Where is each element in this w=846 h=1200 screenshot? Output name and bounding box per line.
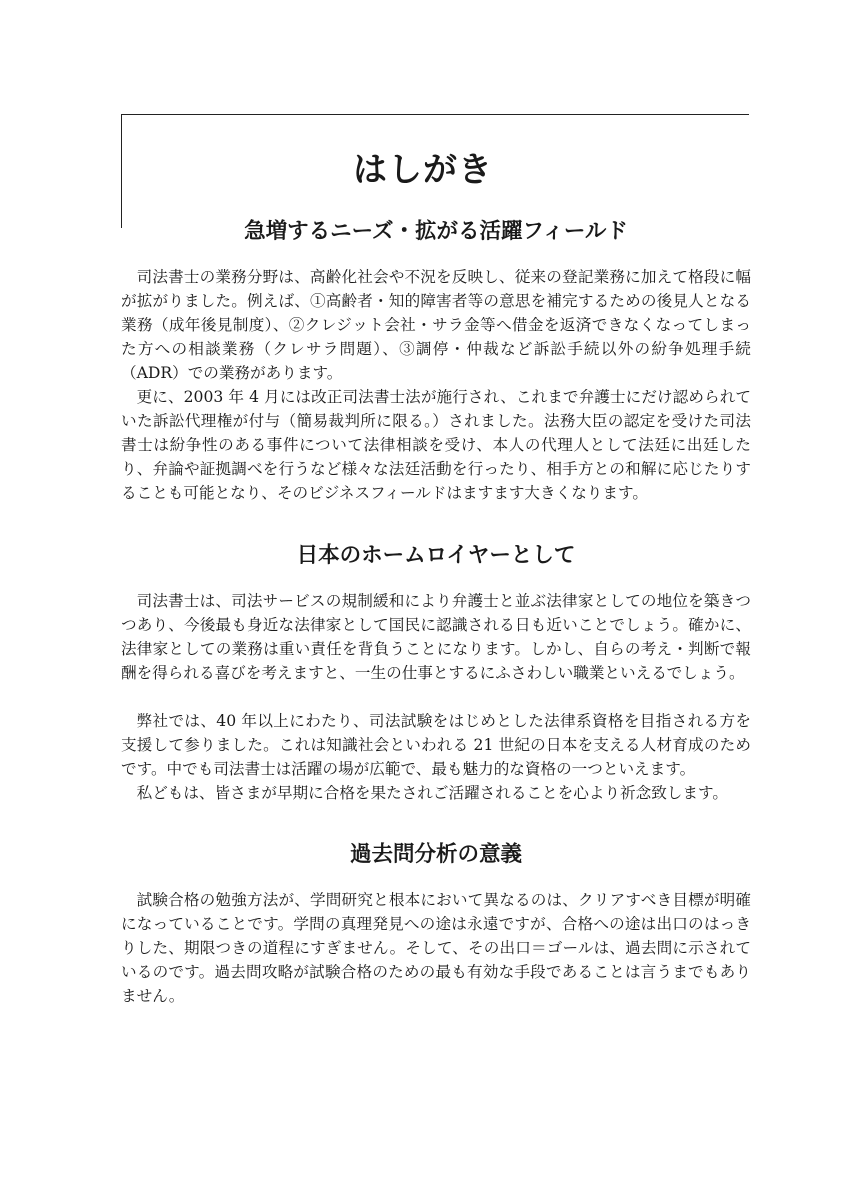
paragraph: 試験合格の勉強方法が、学問研究と根本において異なるのは、クリアすべき目標が明確になっていることです。学問の真理発見への途は永遠ですが、合格への途は出口のはっきりした、期限つきの道程にすぎません。そして、その出口＝ゴールは、過去問に示されているのです。過去問攻略が試験合格のための最も有効な手段であることは言うまでもありません。 xyxy=(121,891,751,1005)
section-home-lawyer xyxy=(121,541,751,805)
main-content xyxy=(121,212,751,1008)
page-title: はしがき xyxy=(353,150,493,190)
paragraph: 私どもは、皆さまが早期に合格を果たされご活躍されることを心より祈念致します。 xyxy=(136,784,728,802)
section-heading: 日本のホームロイヤーとして xyxy=(296,543,576,568)
paragraph: 弊社では、40 年以上にわたり、司法試験をはじめとした法律系資格を目指される方を支援して参りました。これは知識社会といわれる 21 世紀の日本を支える人材育成のためです。中でも司法書士は活躍の場が広範で、最も魅力的な資格の一つといえます。 xyxy=(121,712,751,778)
paragraph: 司法書士の業務分野は、高齢化社会や不況を反映し、従来の登記業務に加えて格段に幅が拡がりました。例えば、①高齢者・知的障害者等の意思を補完するための後見人となる業務（成年後見制度）、②クレジット会社・サラ金等へ借金を返済できなくなってしまった方への相談業務（クレサラ問題）、③調停・仲裁など訴訟手続以外の紛争処理手続（ADR）での業務があります。 xyxy=(121,268,751,382)
section-heading: 急増するニーズ・拡がる活躍フィールド xyxy=(244,219,628,244)
paragraph: 更に、2003 年 4 月には改正司法書士法が施行され、これまで弁護士にだけ認められていた訴訟代理権が付与（簡易裁判所に限る。）されました。法務大臣の認定を受けた司法書士は紛争性のある事件について法律相談を受け、本人の代理人として法廷に出廷したり、弁論や証拠調べを行うなど様々な法廷活動を行ったり、相手方との和解に応じたりすることも可能となり、そのビジネスフィールドはますます大きくなります。 xyxy=(121,388,751,502)
section-needs xyxy=(121,217,751,505)
section-past-exam-analysis xyxy=(121,840,751,1008)
paragraph: 司法書士は、司法サービスの規制緩和により弁護士と並ぶ法律家としての地位を築きつつあり、今後最も身近な法律家として国民に認識される日も近いことでしょう。確かに、法律家としての業務は重い責任を背負うことになります。しかし、自らの考え・判断で報酬を得られる喜びを考えますと、一生の仕事とするにふさわしい職業といえるでしょう。 xyxy=(121,592,751,682)
section-heading: 過去問分析の意義 xyxy=(349,842,522,867)
